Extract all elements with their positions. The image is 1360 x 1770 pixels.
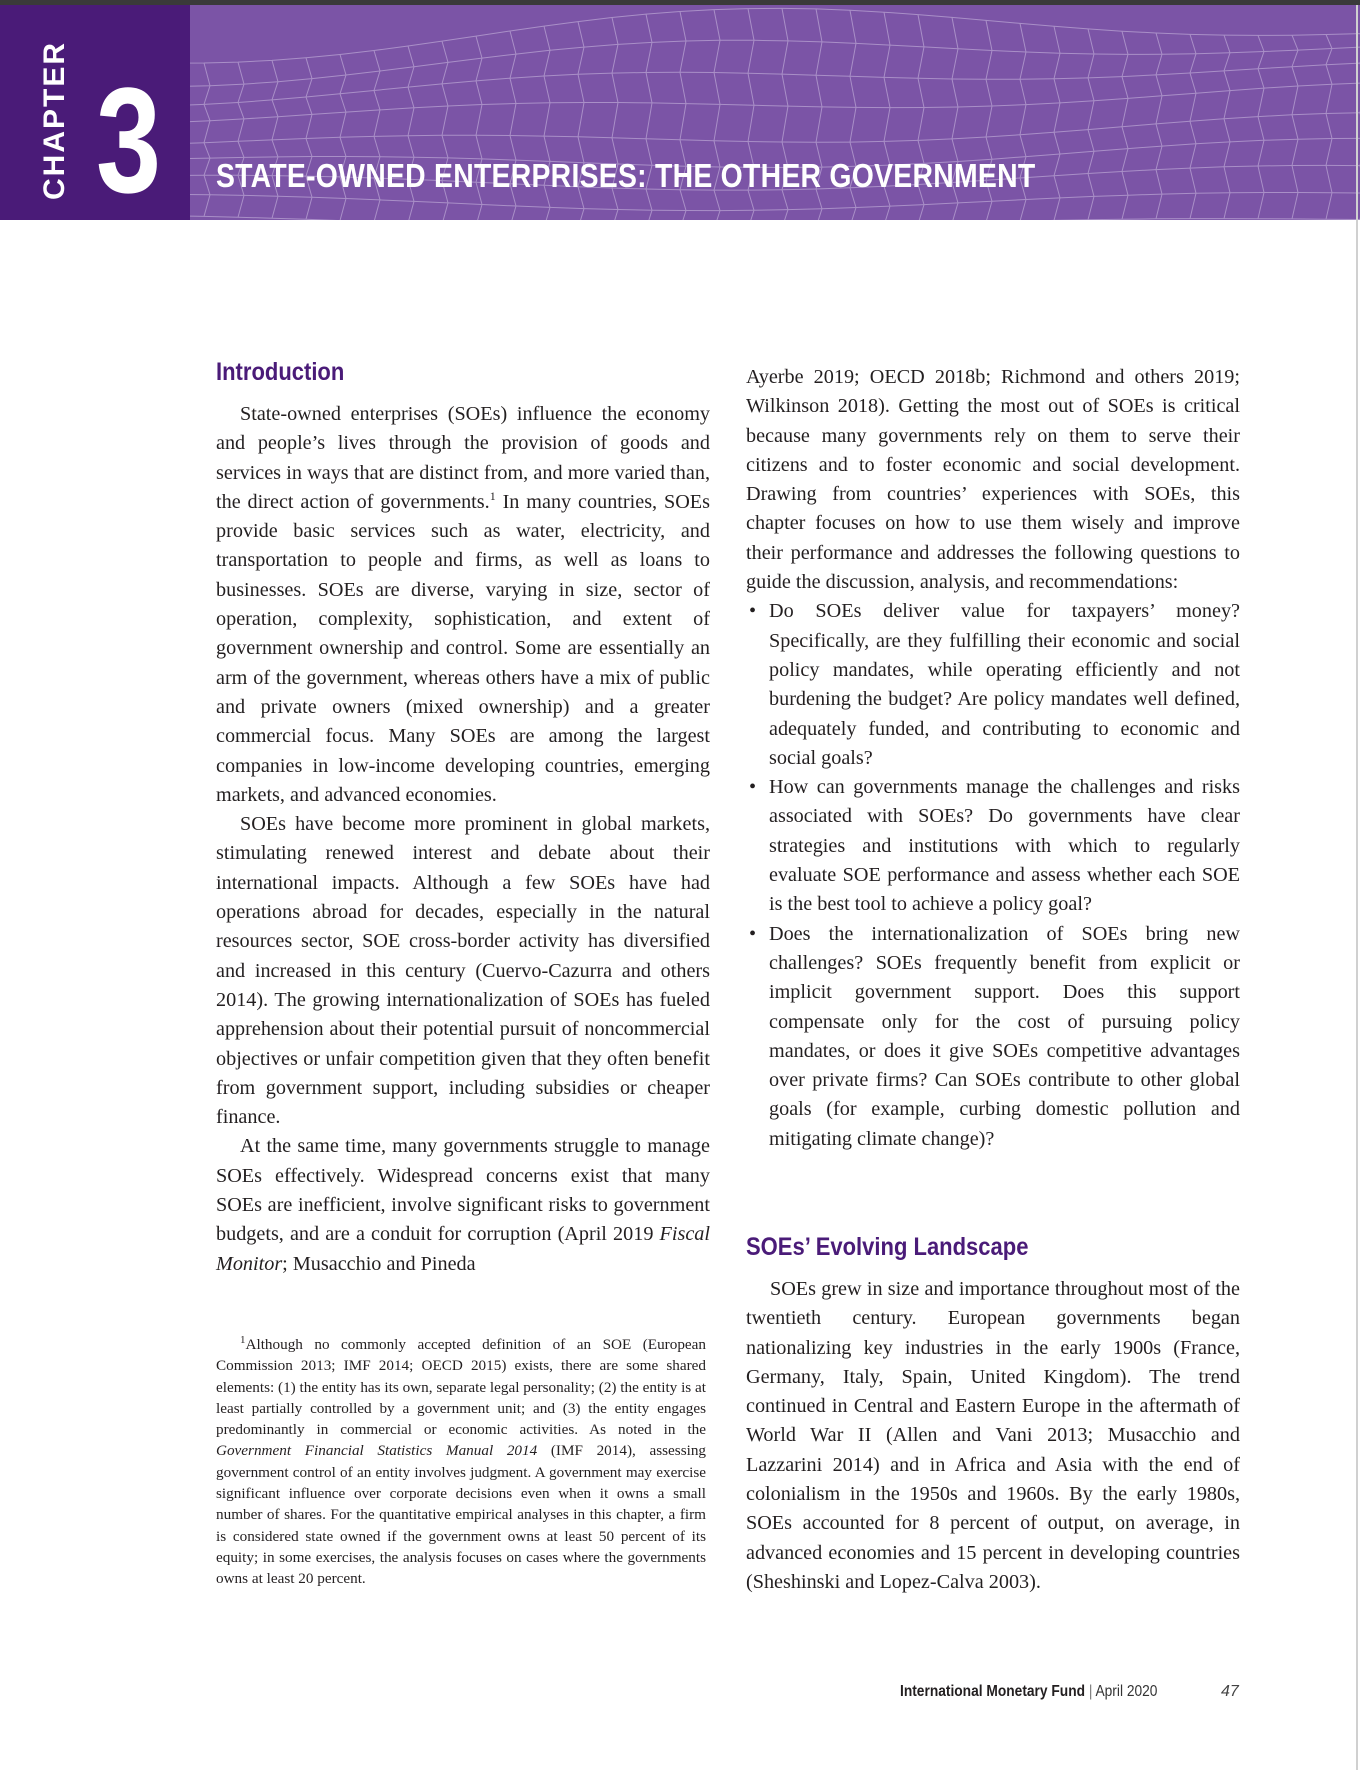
intro-paragraph-1 xyxy=(216,400,710,810)
section-heading-introduction: Introduction xyxy=(216,358,345,386)
list-item xyxy=(746,773,1240,919)
footer-organization: International Monetary Fund xyxy=(900,1683,1086,1700)
intro-paragraph-2: SOEs have become more prominent in global markets, stimulating renewed interest and debate about their international impacts. Although a few SOEs have had operations abroad for decades, especially in the natural resources sector, SOE cross-border activity has diversified and increased in this century (Cuervo-Cazurra and others 2014). The growing internationalization of SOEs has fueled apprehension about their potential pursuit of noncommercial objectives or unfair competition given that they often benefit from government support, including subsidies or cheaper finance. xyxy=(216,813,710,1129)
bullet-icon: • xyxy=(749,776,757,799)
list-item xyxy=(746,597,1240,773)
bullet-icon: • xyxy=(749,922,757,945)
list-item-text: How can governments manage the challenges and risks associated with SOEs? Do governments have clear strategies and institutions with which to regularly evaluate SOE performance and assess whether each SOE is the best tool to achieve a policy goal? xyxy=(769,776,1240,916)
landscape-paragraph-1: SOEs grew in size and importance throughout most of the twentieth century. European governments began nationalizing key industries in the early 1900s (France, Germany, Italy, Spain, United Kingdom). The trend continued in Central and Eastern Europe in the aftermath of World War II (Allen and Vani 2013; Musacchio and Lazzarini 2014) and in Africa and Asia with the end of colonialism in the 1950s and 1960s. By the early 1980s, SOEs accounted for 8 percent of output, on average, in advanced economies and 15 percent in developing countries (Sheshinski and Lopez-Calva 2003). xyxy=(746,1278,1240,1593)
bullet-icon: • xyxy=(749,600,757,623)
footer-separator: | xyxy=(1085,1683,1096,1700)
intro-p3-italic: Fiscal Monitor xyxy=(216,1223,710,1275)
chapter-number: 3 xyxy=(96,56,162,224)
intro-paragraph-3 xyxy=(216,1132,710,1278)
intro-p1-text-b: In many countries, SOEs provide basic services such as water, electricity, and transportation to people and firms, as well as loans to businesses. SOEs are diverse, varying in size, sector of operation, complexity, sophistication, and extent of government ownership and control. Some are essentially an arm of the government, whereas others have a mix of public and private owners (mixed ownership) and a greater commercial focus. Many SOEs are among the largest companies in low-income developing countries, emerging markets, and advanced economies. xyxy=(216,490,710,806)
intro-p1-text-a: State-owned enterprises (SOEs) influence the economy and people’s lives through the provision of goods and services in ways that are distinct from, and more varied than, the direct action of governments. xyxy=(216,403,710,513)
right-column xyxy=(746,363,1240,1154)
intro-p3-text-b: ; Musacchio and Pineda xyxy=(282,1252,476,1275)
footnote-text xyxy=(216,1334,706,1590)
footer-date: April 2020 xyxy=(1095,1683,1158,1700)
chapter-word: CHAPTER xyxy=(38,40,71,200)
chapter-title: STATE-OWNED ENTERPRISES: THE OTHER GOVERNMENT xyxy=(216,157,1036,194)
landscape-section xyxy=(746,1275,1240,1597)
page-number: 47 xyxy=(1221,1683,1239,1700)
footnote-number: 1 xyxy=(240,1334,246,1346)
list-item xyxy=(746,920,1240,1154)
section-heading-landscape: SOEs’ Evolving Landscape xyxy=(746,1233,1029,1261)
intro-p3-text-a: At the same time, many governments struggle to manage SOEs effectively. Widespread concerns exist that many SOEs are inefficient, involve significant risks to government budgets, and are a conduit for corruption (April 2019 xyxy=(216,1135,710,1246)
question-list xyxy=(746,597,1240,1154)
right-continuation-paragraph: Ayerbe 2019; OECD 2018b; Richmond and others 2019; Wilkinson 2018). Getting the most out of SOEs is critical because many governments rely on them to serve their citizens and to foster economic and social development. Drawing from countries’ experiences with SOEs, this chapter focuses on how to use them wisely and improve their performance and addresses the following questions to guide the discussion, analysis, and recommendations: xyxy=(746,366,1240,594)
chapter-label-box xyxy=(0,5,190,224)
page-edge-line xyxy=(1356,5,1358,1770)
footnote-text-b: (IMF 2014), assessing government control of an entity involves judgment. A government may exercise significant influence over corporate decisions even when it owns a small number of shares. For the quantitative empirical analyses in this chapter, a firm is considered state owned if the government owns at least 50 percent of its equity; in some exercises, the analysis focuses on cases where the governments owns at least 20 percent. xyxy=(216,1442,707,1588)
footnote-text-a: Although no commonly accepted definition of an SOE (European Commission 2013; IMF 2014; OECD 2015) exists, there are some shared elements: (1) the entity has its own, separate legal personality; (2) the entity is at least partially controlled by a government unit; and (3) the entity engages predominantly in commercial or economic activities. As noted in the xyxy=(216,1336,706,1439)
list-item-text: Do SOEs deliver value for taxpayers’ money? Specifically, are they fulfilling their economic and social policy mandates, while operating efficiently and not burdening the budget? Are policy mandates well defined, adequately funded, and contributing to economic and social goals? xyxy=(769,600,1240,769)
footnote-ref[interactable]: 1 xyxy=(489,488,496,503)
footnote-italic: Government Financial Statistics Manual 2014 xyxy=(216,1442,538,1460)
list-item-text: Does the internationalization of SOEs bring new challenges? SOEs frequently benefit from explicit or implicit government support. Does this support compensate only for the cost of pursuing policy mandates, or does it give SOEs competitive advantages over private firms? Can SOEs contribute to other global goals (for example, curbing domestic pollution and mitigating climate change)? xyxy=(769,922,1240,1150)
footnote xyxy=(216,1334,706,1590)
page-footer xyxy=(900,1683,1157,1701)
left-column xyxy=(216,400,710,1279)
